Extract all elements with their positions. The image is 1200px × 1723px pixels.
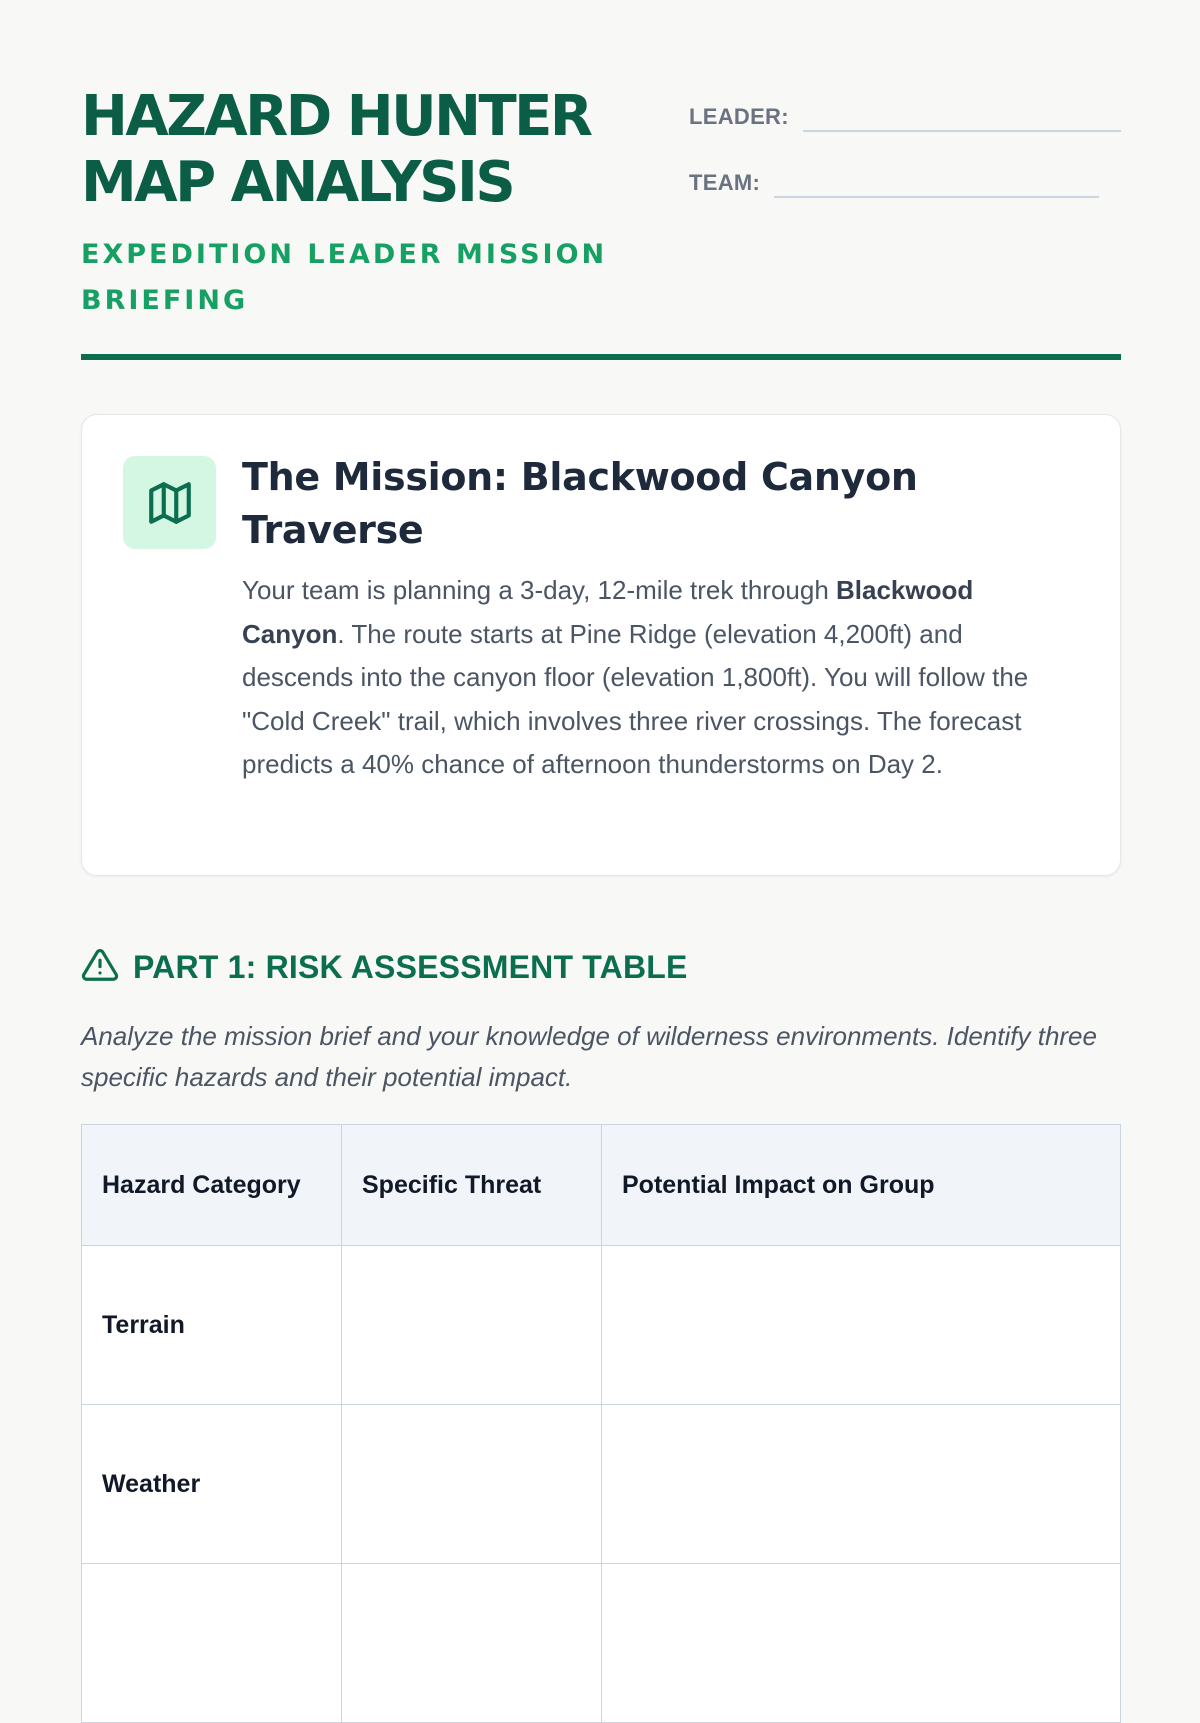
header	[81, 0, 1121, 360]
team-row	[689, 156, 1121, 198]
header-hazard-category: Hazard Category	[82, 1125, 342, 1246]
potential-impact-cell[interactable]	[602, 1405, 1121, 1564]
title-line-1: HAZARD HUNTER	[81, 84, 591, 149]
team-label: TEAM:	[689, 170, 761, 195]
risk-assessment-table	[81, 1124, 1121, 1723]
mission-description	[242, 569, 1072, 787]
potential-impact-cell[interactable]	[602, 1564, 1121, 1723]
leader-row	[689, 90, 1121, 132]
mission-card	[81, 414, 1121, 876]
specific-threat-cell[interactable]	[342, 1564, 602, 1723]
table-row	[82, 1564, 1121, 1723]
mission-location: Blackwood Canyon	[242, 575, 974, 649]
specific-threat-cell[interactable]	[342, 1405, 602, 1564]
table-row	[82, 1405, 1121, 1564]
header-divider	[81, 354, 1121, 360]
part1-heading	[81, 946, 688, 989]
mission-content	[242, 451, 1072, 787]
worksheet-page	[81, 0, 1121, 1498]
header-potential-impact: Potential Impact on Group	[602, 1125, 1121, 1246]
mission-title: The Mission: Blackwood Canyon Traverse	[242, 455, 918, 552]
mission-body-part-2: . The route starts at Pine Ridge (elevation 4,200ft) and descends into the canyon floor (elevation 1,800ft). You will follow the "Cold Creek" trail, which involves three river crossings. The forecast predicts a 40% chance of afternoon thunderstorms on Day 2.	[242, 618, 1029, 779]
warning-icon	[81, 946, 119, 989]
mission-body-part-1: Your team is planning a 3-day, 12-mile trek through	[242, 575, 837, 605]
specific-threat-cell[interactable]	[342, 1246, 602, 1405]
leader-label: LEADER:	[689, 104, 789, 129]
hazard-category-cell: Weather	[82, 1405, 342, 1564]
title-block	[81, 84, 641, 324]
hazard-category-cell: Terrain	[82, 1246, 342, 1405]
page-subtitle: EXPEDITION LEADER MISSION BRIEFING	[81, 239, 608, 316]
leader-field[interactable]	[803, 102, 1121, 132]
title-line-2: MAP ANALYSIS	[81, 150, 514, 215]
page-title	[81, 84, 641, 216]
table-header-row	[82, 1125, 1121, 1246]
team-field[interactable]	[774, 168, 1099, 198]
potential-impact-cell[interactable]	[602, 1246, 1121, 1405]
table-row	[82, 1246, 1121, 1405]
part1-title: PART 1: RISK ASSESSMENT TABLE	[133, 949, 688, 985]
header-specific-threat: Specific Threat	[342, 1125, 602, 1246]
meta-fields	[689, 90, 1121, 222]
hazard-category-cell	[82, 1564, 342, 1723]
map-icon	[123, 456, 216, 549]
part1-instructions: Analyze the mission brief and your knowledge of wilderness environments. Identify three specific hazards and their potential impact.	[81, 1021, 1097, 1092]
